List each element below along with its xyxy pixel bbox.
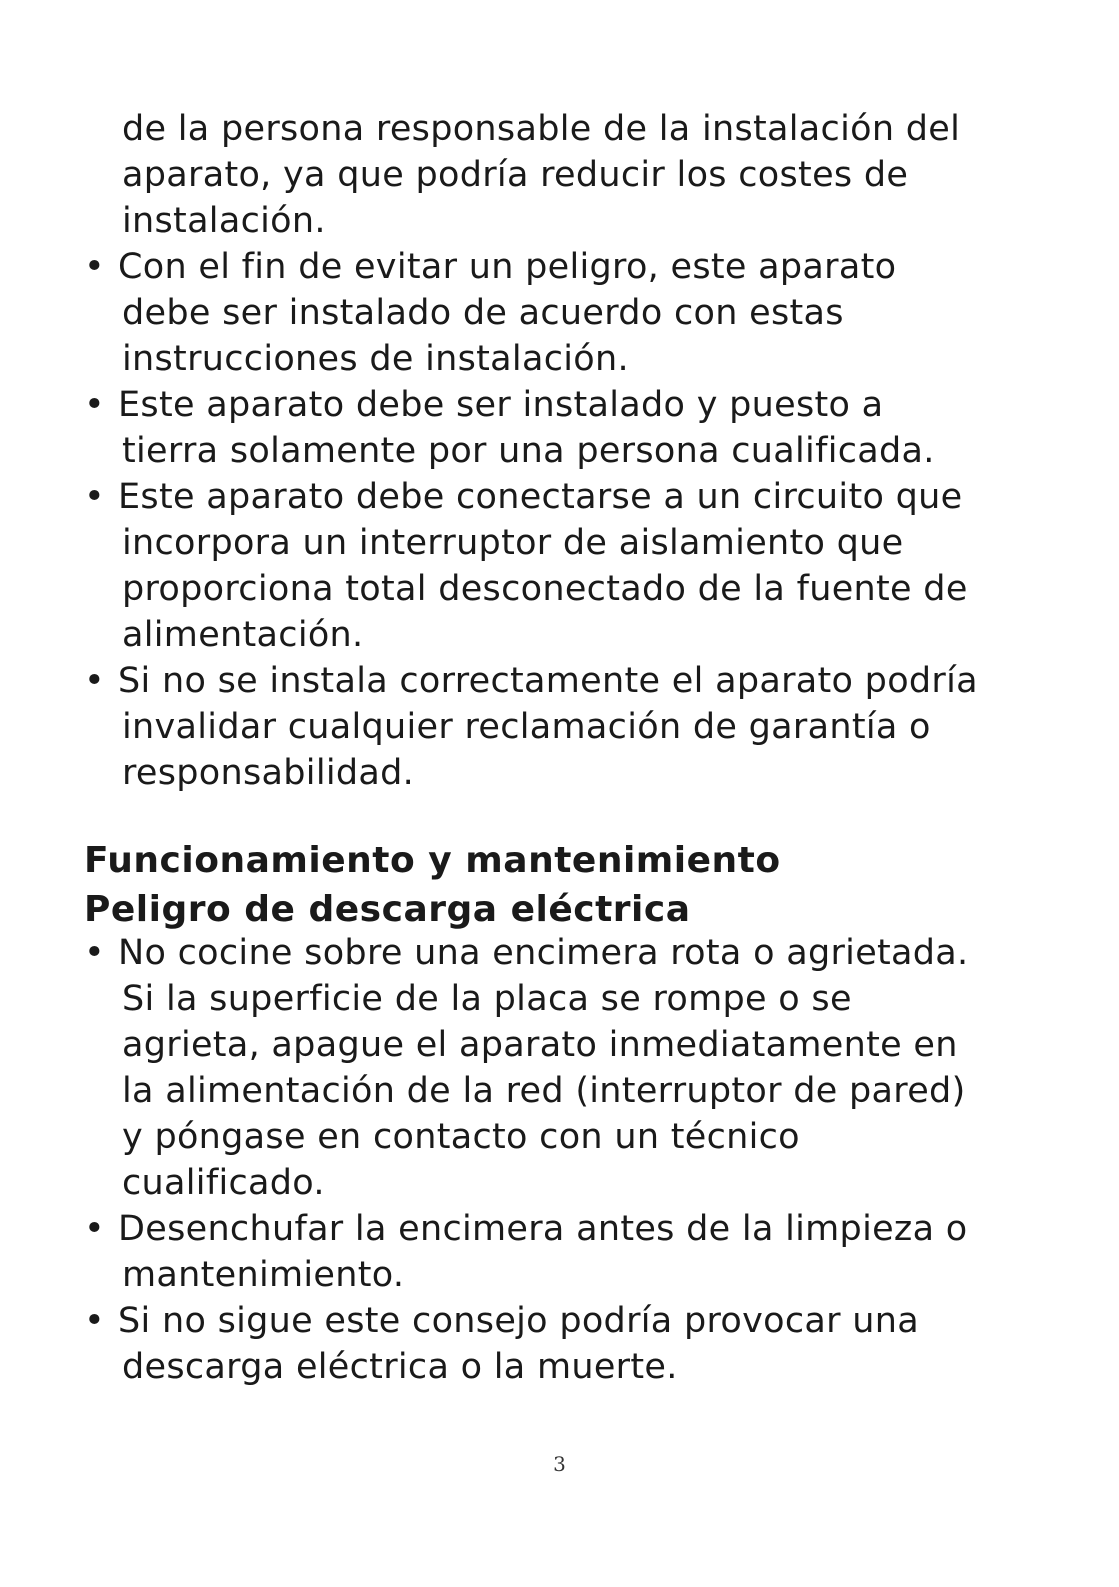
page-number: 3 (553, 1452, 566, 1476)
text-line: y póngase en contacto con un técnico (122, 1117, 800, 1157)
intro-paragraph (84, 106, 1034, 244)
section-heading-block (84, 836, 1034, 934)
list-item (84, 244, 1034, 382)
list-item (84, 658, 1034, 796)
text-line: invalidar cualquier reclamación de garantía o (122, 707, 931, 747)
text-line: Si no sigue este consejo podría provocar una (118, 1301, 919, 1341)
text-line: responsabilidad. (122, 753, 415, 793)
bullet-symbol: • (84, 933, 105, 973)
text-line: Desenchufar la encimera antes de la limpieza o (118, 1209, 968, 1249)
list-item (84, 474, 1034, 658)
bullet-symbol: • (84, 385, 105, 425)
section-heading: Funcionamiento y mantenimiento (84, 840, 781, 881)
text-line: tierra solamente por una persona cualificada. (122, 431, 935, 471)
list-item (84, 382, 1034, 474)
text-line: No cocine sobre una encimera rota o agrietada. (118, 933, 969, 973)
text-line: alimentación. (122, 615, 364, 655)
installation-bullet-list (84, 244, 1034, 796)
text-line: aparato, ya que podría reducir los costes de (122, 155, 909, 195)
list-item (84, 1206, 1034, 1298)
text-line: descarga eléctrica o la muerte. (122, 1347, 678, 1387)
text-line: la alimentación de la red (interruptor de pared) (122, 1071, 966, 1111)
text-line: de la persona responsable de la instalación del (122, 109, 961, 149)
text-line: Este aparato debe conectarse a un circuito que (118, 477, 963, 517)
text-line: proporciona total desconectado de la fuente de (122, 569, 968, 609)
text-line: cualificado. (122, 1163, 325, 1203)
bullet-symbol: • (84, 247, 105, 287)
text-line: agrieta, apague el aparato inmediatamente en (122, 1025, 958, 1065)
text-line: Si no se instala correctamente el aparato podría (118, 661, 978, 701)
text-line: Con el fin de evitar un peligro, este aparato (118, 247, 897, 287)
text-line: instrucciones de instalación. (122, 339, 629, 379)
bullet-symbol: • (84, 1301, 105, 1341)
section-subheading: Peligro de descarga eléctrica (84, 889, 691, 930)
operation-bullet-list (84, 930, 1034, 1390)
list-item (84, 1298, 1034, 1390)
bullet-symbol: • (84, 477, 105, 517)
bullet-symbol: • (84, 1209, 105, 1249)
bullet-symbol: • (84, 661, 105, 701)
list-item (84, 930, 1034, 1206)
text-line: instalación. (122, 201, 326, 241)
text-line: Si la superficie de la placa se rompe o se (122, 979, 852, 1019)
text-line: Este aparato debe ser instalado y puesto a (118, 385, 884, 425)
text-line: incorpora un interruptor de aislamiento que (122, 523, 904, 563)
text-line: mantenimiento. (122, 1255, 405, 1295)
text-line: debe ser instalado de acuerdo con estas (122, 293, 844, 333)
